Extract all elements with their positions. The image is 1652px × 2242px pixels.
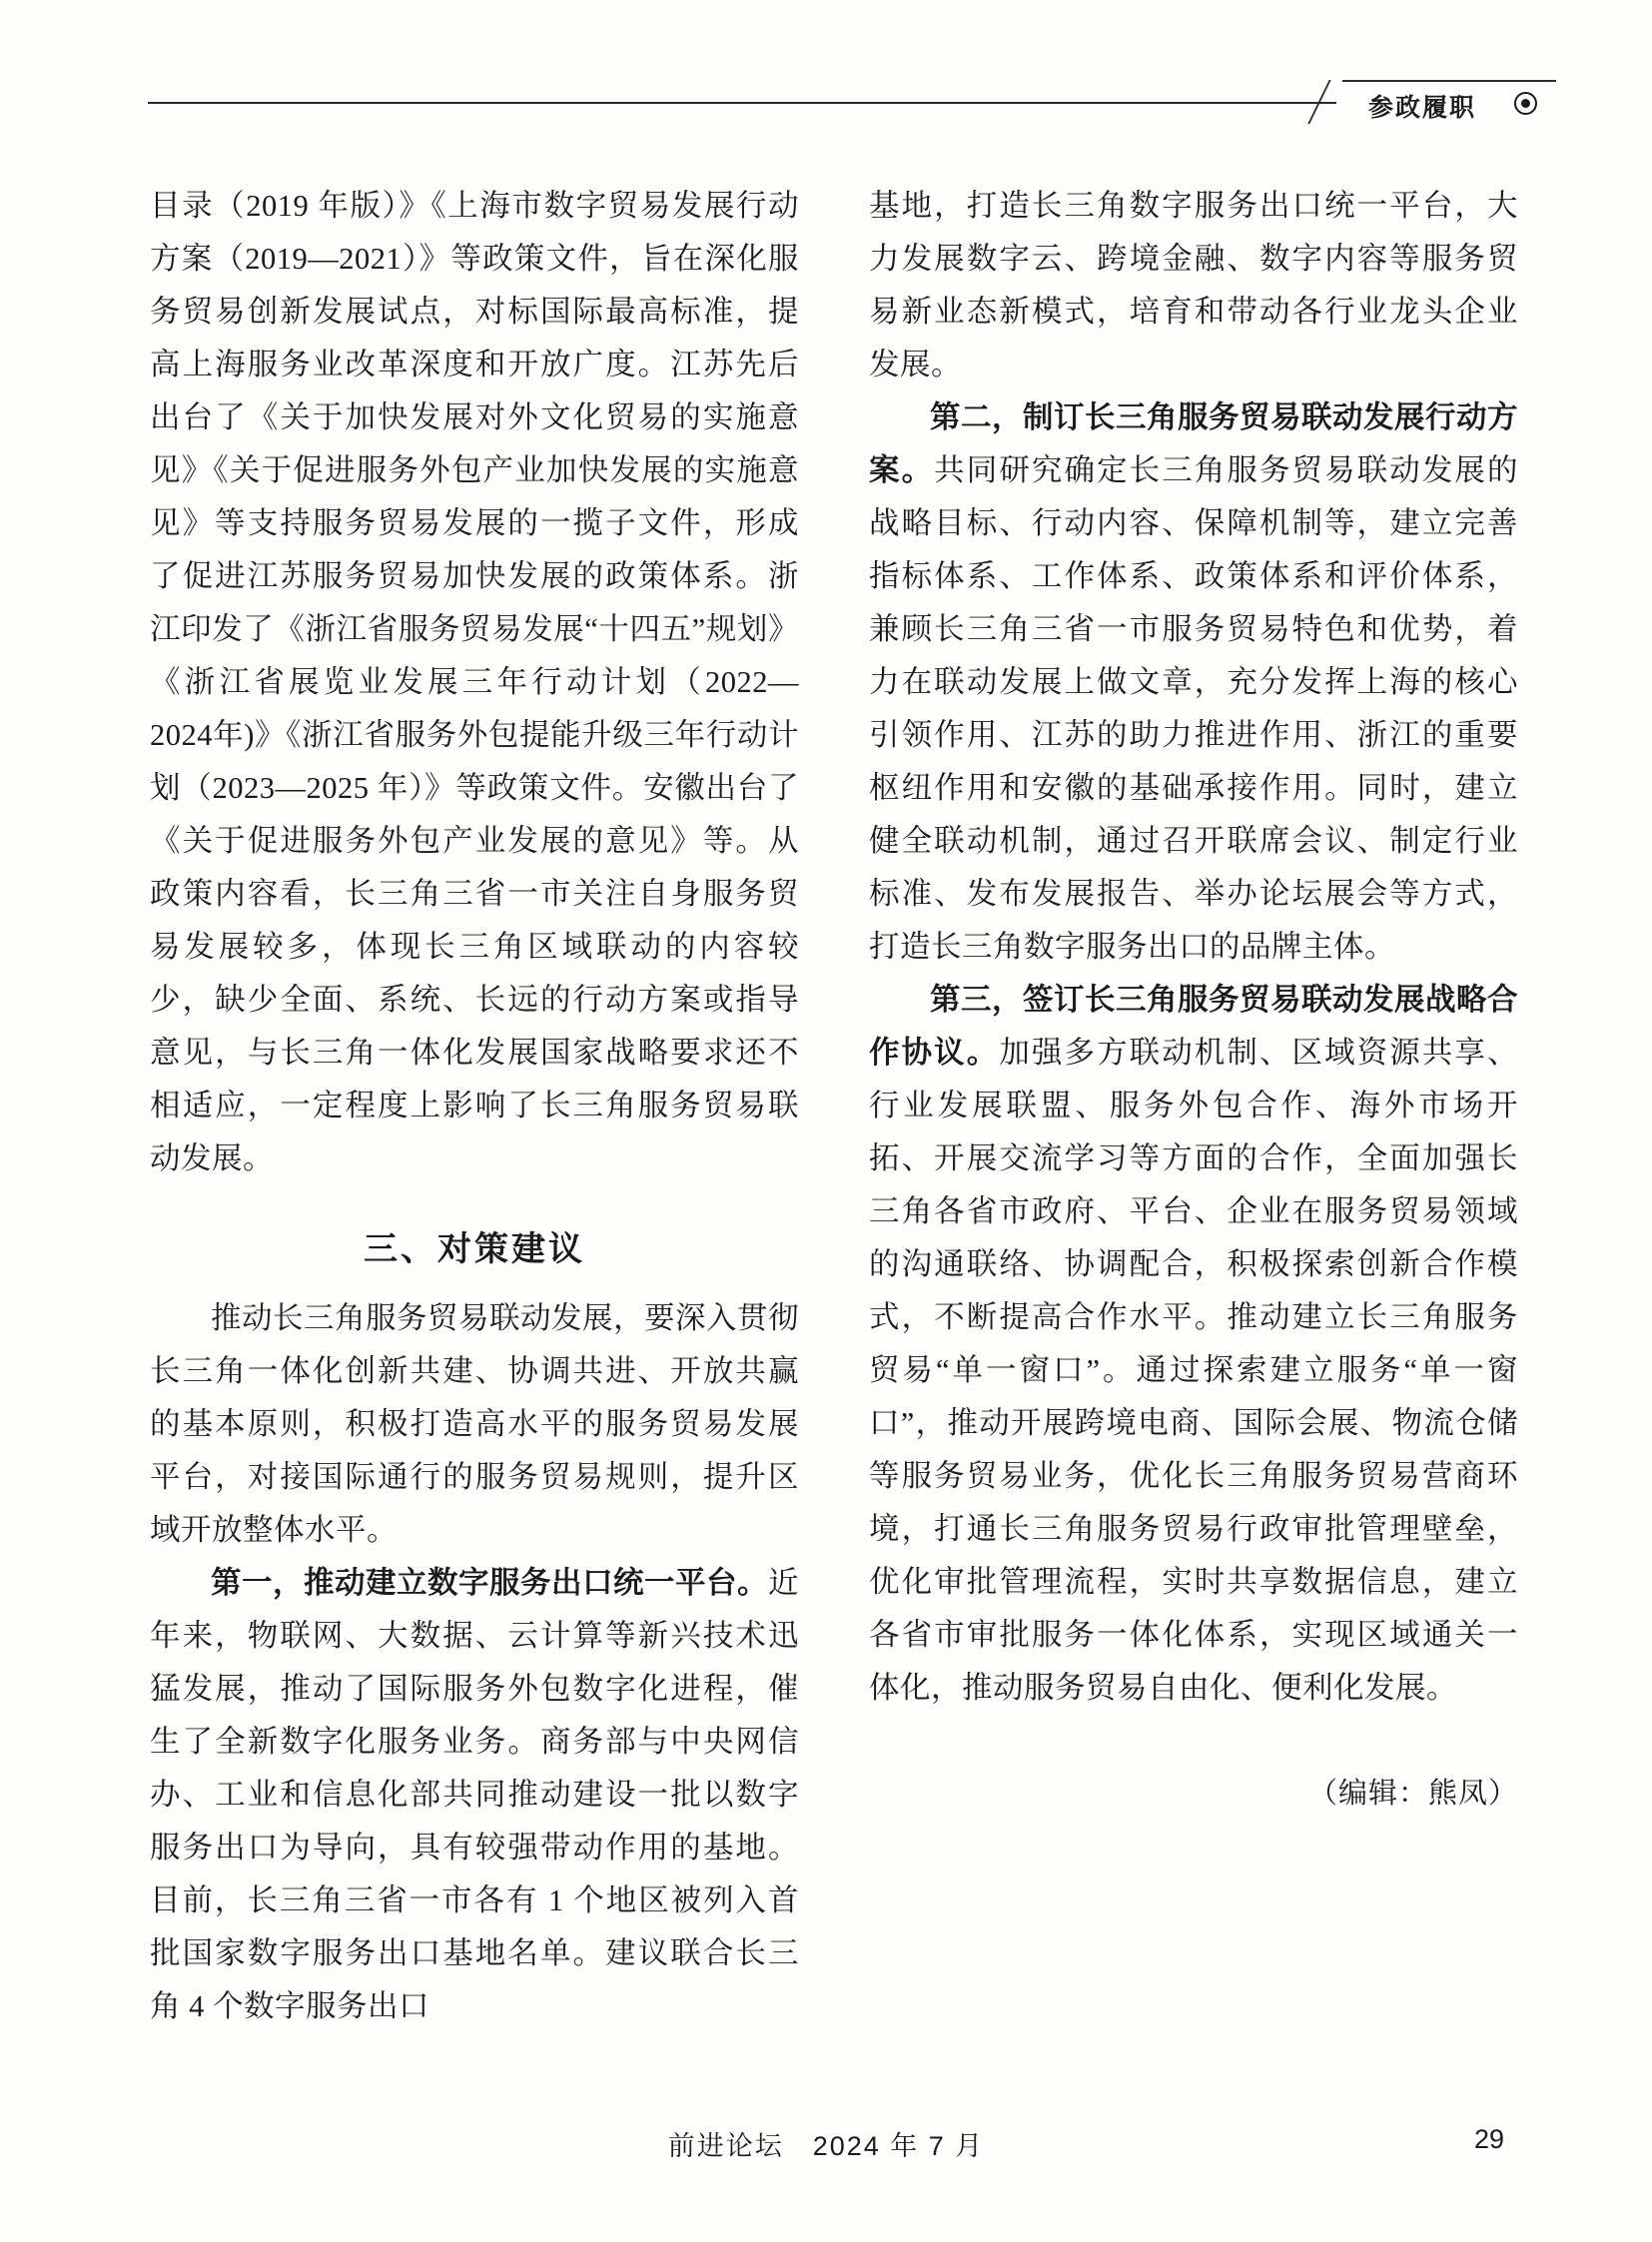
page-number: 29 xyxy=(1473,2124,1504,2154)
paragraph-text: 加强多方联动机制、区域资源共享、行业发展联盟、服务外包合作、海外市场开拓、开展交流学习等方面的合作，全面加强长三角各省市政府、平台、企业在服务贸易领域的沟通联络、协调配合，积极探索创新合作模式，不断提高合作水平。推动建立长三角服务贸易“单一窗口”。通过探索建立服务“单一窗口”，推动开展跨境电商、国际会展、物流仓储等服务贸易业务，优化长三角服务贸易营商环境，打通长三角服务贸易行政审批管理壁垒，优化审批管理流程，实时共享数据信息，建立各省市审批服务一体化体系，实现区域通关一体化，推动服务贸易自由化、便利化发展。 xyxy=(869,1036,1519,1705)
header-rule-right xyxy=(1342,80,1556,82)
paragraph-text: 推动长三角服务贸易联动发展，要深入贯彻长三角一体化创新共建、协调共进、开放共赢的基本原则，积极打造高水平的服务贸易发展平台，对接国际通行的服务贸易规则，提升区域开放整体水平。 xyxy=(150,1301,799,1547)
paragraph-text: 基地，打造长三角数字服务出口统一平台，大力发展数字云、跨境金融、数字内容等服务贸易新业态新模式，培育和带动各行业龙头企业发展。 xyxy=(869,189,1518,381)
section-heading: 三、对策建议 xyxy=(364,1230,585,1268)
paragraph xyxy=(869,391,1518,974)
paragraph xyxy=(150,1557,799,2033)
editor-credit: （编辑：熊凤） xyxy=(1307,1778,1518,1810)
paragraph xyxy=(150,1292,799,1557)
footer-publication: 前进论坛 2024 年 7 月 xyxy=(667,2131,985,2161)
paragraph-lead: 第二，制订长三角服务贸易联动发展行动方案。 xyxy=(869,400,1518,487)
paragraph-lead: 第三，签订长三角服务贸易联动发展战略合作协议。 xyxy=(869,983,1518,1070)
paragraph-text: 近年来，物联网、大数据、云计算等新兴技术迅猛发展，推动了国际服务外包数字化进程，催生了全新数字化服务业务。商务部与中央网信办、工业和信息化部共同推动建设一批以数字服务出口为导向，具有较强带动作用的基地。目前，长三角三省一市各有 1 个地区被列入首批国家数字服务出口基地名单。建议联合长三角 4 个数字服务出口 xyxy=(150,1566,799,2023)
paragraph-continuation: 目录（2019 年版）》《上海市数字贸易发展行动方案（2019—2021）》等政策文件，旨在深化服务贸易创新发展试点，对标国际最高标准，提高上海服务业改革深度和开放广度。江苏先后出台了《关于加快发展对外文化贸易的实施意见》《关于促进服务外包产业加快发展的实施意见》等支持服务贸易发展的一揽子文件，形成了促进江苏服务贸易加快发展的政策体系。浙江印发了《浙江省服务贸易发展“十四五”规划》《浙江省展览业发展三年行动计划（2022—2024年)》《浙江省服务外包提能升级三年行动计划（2023—2025 年）》等政策文件。安徽出台了《关于促进服务外包产业发展的意见》等。从政策内容看，长三角三省一市关注自身服务贸易发展较多，体现长三角区域联动的内容较少，缺少全面、系统、长远的行动方案或指导意见，与长三角一体化发展国家战略要求还不相适应，一定程度上影响了长三角服务贸易联动发展。 xyxy=(150,189,799,1175)
page-footer xyxy=(0,2124,1652,2164)
header-section-title: 参政履职 xyxy=(1368,94,1477,122)
two-column-body xyxy=(150,180,1518,2033)
paragraph-text: 共同研究确定长三角服务贸易联动发展的战略目标、行动内容、保障机制等，建立完善指标体系、工作体系、政策体系和评价体系，兼顾长三角三省一市服务贸易特色和优势，着力在联动发展上做文章，充分发挥上海的核心引领作用、江苏的助力推进作用、浙江的重要枢纽作用和安徽的基础承接作用。同时，建立健全联动机制，通过召开联席会议、制定行业标准、发布发展报告、举办论坛展会等方式，打造长三角数字服务出口的品牌主体。 xyxy=(869,453,1519,964)
left-column xyxy=(150,180,799,2033)
paragraph-lead: 第一，推动建立数字服务出口统一平台。 xyxy=(211,1566,768,1600)
page-header xyxy=(0,78,1652,138)
paragraph-continuation xyxy=(869,180,1518,391)
header-rule-left xyxy=(148,102,1336,104)
right-column xyxy=(869,180,1518,2033)
paragraph xyxy=(869,974,1518,1715)
circle-dot-icon xyxy=(1514,92,1537,115)
